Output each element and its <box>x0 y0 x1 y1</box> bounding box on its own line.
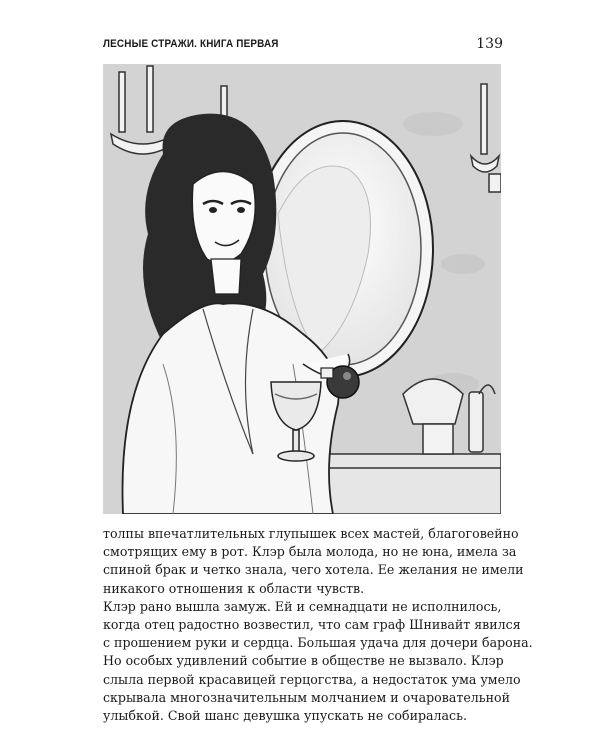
text-line: никакого отношения к области чувств. <box>103 580 365 596</box>
page-number: 139 <box>476 36 503 52</box>
running-header <box>103 38 503 58</box>
text-line: Клэр рано вышла замуж. Ей и семнадцати не исполнилось, <box>103 598 502 614</box>
text-line: слыла первой красавицей герцогства, а недостаток ума умело <box>103 671 521 687</box>
body-text <box>103 525 533 725</box>
text-line: спиной брак и четко знала, чего хотела. Ее желания не имели <box>103 562 524 578</box>
text-line: когда отец радостно возвестил, что сам граф Шнивайт явился <box>103 617 521 633</box>
paragraph-1 <box>103 525 524 598</box>
text-line: смотрящих ему в рот. Клэр была молода, но не юна, имела за <box>103 544 517 560</box>
text-line: с прошением руки и сердца. Большая удача для дочери барона. <box>103 635 533 651</box>
illustration <box>103 64 501 514</box>
right-candelabra-icon <box>471 84 501 192</box>
paragraph-2 <box>103 598 533 725</box>
illustration-drawing <box>103 64 501 514</box>
text-line: улыбкой. Свой шанс девушка упускать не собиралась. <box>103 708 467 724</box>
text-line: Но особых удивлений событие в обществе не вызвало. Клэр <box>103 653 504 669</box>
text-line: скрывала многозначительным молчанием и очаровательной <box>103 689 511 705</box>
text-line: толпы впечатлительных глупышек всех мастей, благоговейно <box>103 526 519 541</box>
running-title: ЛЕСНЫЕ СТРАЖИ. КНИГА ПЕРВАЯ <box>103 38 279 50</box>
